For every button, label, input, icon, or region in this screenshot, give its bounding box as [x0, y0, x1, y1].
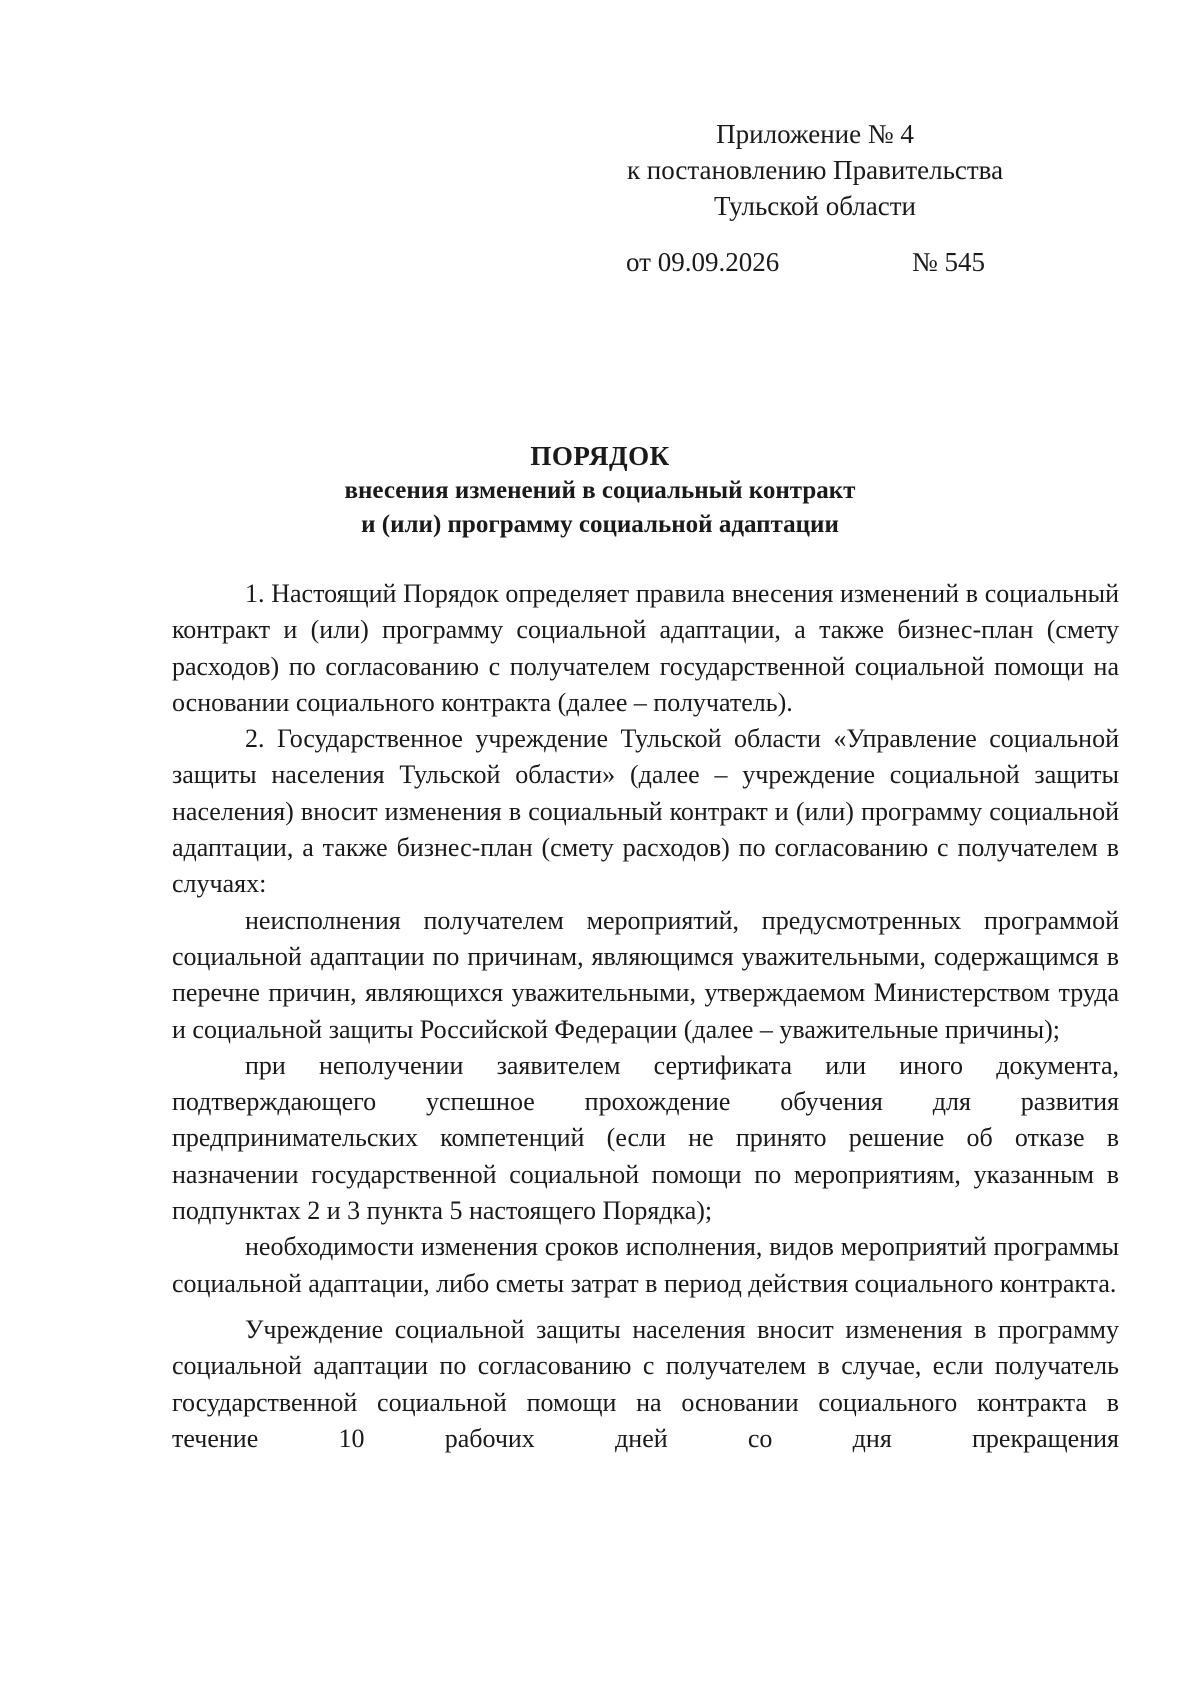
- paragraph-2: 2. Государственное учреждение Тульской области «Управление социальной защиты населения Тульской области» (далее – учреждение социальной защиты населения) вносит изменения в социальный контракт и (или) программу социальной адаптации, а также бизнес-план (смету расходов) по согласованию с получателем в случаях:: [172, 724, 1119, 899]
- paragraph-3: Учреждение социальной защиты населения вносит изменения в программу социальной адаптации по согласованию с получателем в случае, если получатель государственной социальной помощи на основании социального контракта в течение 10 рабочих дней со дня прекращения: [172, 1314, 1119, 1453]
- appendix-number: Приложение № 4: [716, 119, 914, 149]
- title-subtitle-line-1: внесения изменений в социальный контракт: [344, 477, 856, 504]
- title-subtitle-line-2: и (или) программу социальной адаптации: [361, 511, 839, 538]
- appendix-header: [600, 116, 1030, 224]
- document-body: [172, 576, 1119, 1457]
- title-main: ПОРЯДОК: [530, 441, 670, 471]
- paragraph-case-1: неисполнения получателем мероприятий, предусмотренных программой социальной адаптации по причинам, являющимся уважительными, содержащимся в перечне причин, являющихся уважительными, утверждаемом Министерством труда и социальной защиты Российской Федерации (далее – уважительные причины);: [172, 905, 1119, 1044]
- paragraph-case-2: при неполучении заявителем сертификата или иного документа, подтверждающего успешное прохождение обучения для развития предпринимательских компетенций (если не принято решение об отказе в назначении государственной социальной помощи по мероприятиям, указанным в подпунктах 2 и 3 пункта 5 настоящего Порядка);: [172, 1050, 1119, 1226]
- paragraph-1: 1. Настоящий Порядок определяет правила внесения изменений в социальный контракт и (или) программу социальной адаптации, а также бизнес-план (смету расходов) по согласованию с получателем государственной социальной помощи на основании социального контракта (далее – получатель).: [172, 579, 1119, 717]
- paragraph-case-3: необходимости изменения сроков исполнения, видов мероприятий программы социальной адаптации, либо сметы затрат в период действия социального контракта.: [172, 1232, 1119, 1298]
- appendix-reference: к постановлению Правительства: [626, 155, 1004, 185]
- decree-date: от 09.09.2026: [626, 247, 780, 277]
- appendix-region: Тульской области: [714, 191, 916, 221]
- document-title: [120, 438, 1080, 542]
- decree-number: № 545: [912, 247, 986, 277]
